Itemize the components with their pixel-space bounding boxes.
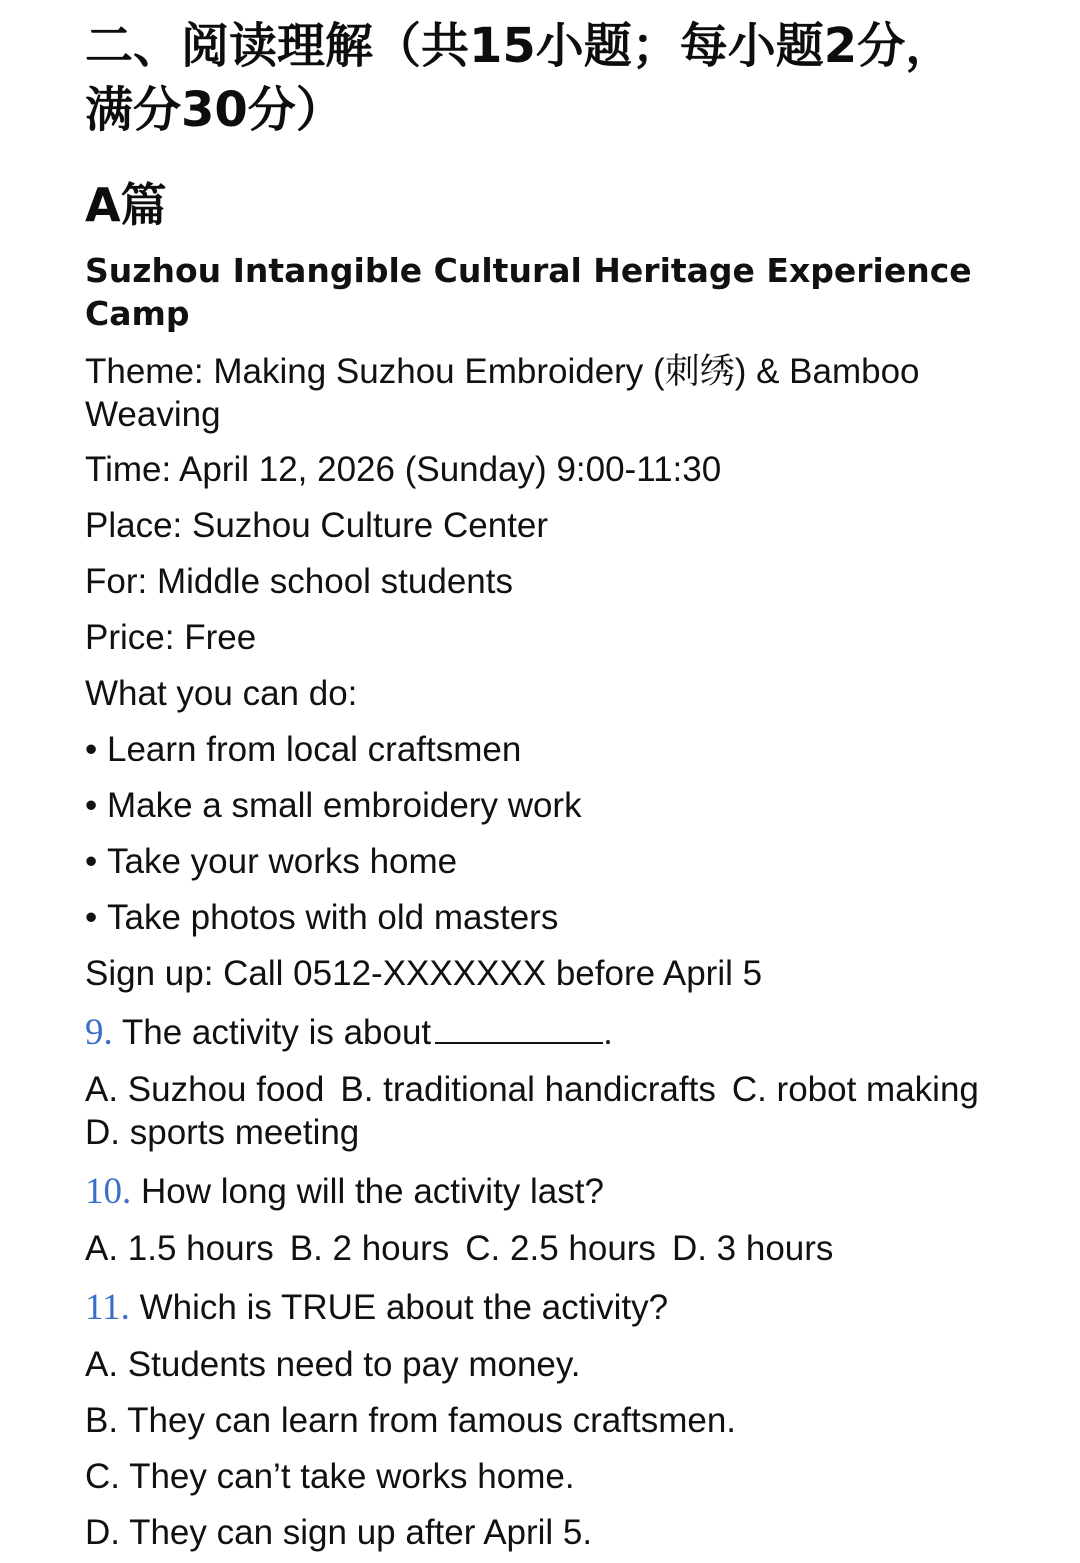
passage-theme: Theme: Making Suzhou Embroidery (刺绣) & Bamboo Weaving: [85, 352, 920, 434]
question-11-option-b: B. They can learn from famous craftsmen.: [85, 1401, 737, 1440]
option-c: C. 2.5 hours: [465, 1229, 656, 1268]
activities-heading: What you can do:: [85, 674, 358, 713]
question-number: 9.: [85, 1012, 113, 1053]
passage-title: Suzhou Intangible Cultural Heritage Experience Camp: [85, 251, 972, 333]
activity-item: [85, 728, 995, 771]
option-a: A. Suzhou food: [85, 1070, 325, 1109]
question-text: Which is TRUE about the activity?: [139, 1288, 669, 1327]
option-d: D. 3 hours: [671, 1229, 834, 1268]
question-11-option-d: D. They can sign up after April 5.: [85, 1513, 593, 1552]
question-text: How long will the activity last?: [140, 1172, 604, 1211]
activity-text: Take your works home: [107, 842, 458, 881]
question-10-stem: [85, 1170, 995, 1213]
passage-price: Price: Free: [85, 618, 257, 657]
passage-sign-up: Sign up: Call 0512-XXXXXXX before April 5: [85, 954, 763, 993]
bullet-icon: •: [85, 842, 98, 881]
bullet-icon: •: [85, 898, 98, 937]
question-11-stem: [85, 1286, 995, 1329]
question-11-option-c: C. They can’t take works home.: [85, 1457, 575, 1496]
question-11-option-a: A. Students need to pay money.: [85, 1345, 581, 1384]
bullet-icon: •: [85, 730, 98, 769]
activity-text: Learn from local craftsmen: [107, 730, 522, 769]
passage-audience: For: Middle school students: [85, 562, 513, 601]
activity-item: [85, 784, 995, 827]
passage-place: Place: Suzhou Culture Center: [85, 506, 549, 545]
bullet-icon: •: [85, 786, 98, 825]
passage-time: Time: April 12, 2026 (Sunday) 9:00-11:30: [85, 450, 722, 489]
question-number: 10.: [85, 1171, 132, 1212]
option-b: B. 2 hours: [289, 1229, 450, 1268]
option-c: C. robot making: [731, 1070, 979, 1109]
question-9-stem: [85, 1011, 995, 1054]
activity-item: [85, 896, 995, 939]
activity-text: Make a small embroidery work: [107, 786, 582, 825]
option-d: D. sports meeting: [85, 1113, 360, 1152]
question-9-options: [85, 1068, 995, 1154]
answer-blank: [435, 1012, 603, 1044]
part-title: A篇: [85, 178, 167, 232]
option-a: A. 1.5 hours: [85, 1229, 274, 1268]
activity-text: Take photos with old masters: [107, 898, 559, 937]
question-number: 11.: [85, 1287, 130, 1328]
activity-item: [85, 840, 995, 883]
question-end: .: [603, 1013, 613, 1052]
section-title: 二、阅读理解（共15小题；每小题2分，满分30分）: [85, 18, 954, 138]
option-b: B. traditional handicrafts: [340, 1070, 716, 1109]
question-10-options: [85, 1227, 995, 1270]
question-text: The activity is about: [121, 1013, 432, 1052]
